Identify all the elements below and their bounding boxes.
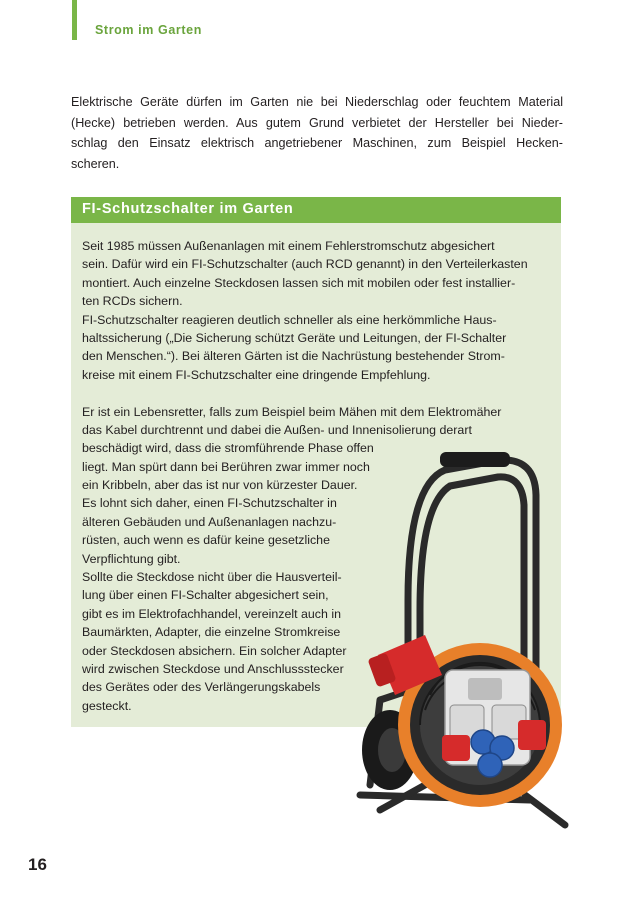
box-line: Er ist ein Lebensretter, falls zum Beispiel beim Mähen mit dem Elektromäher xyxy=(82,404,502,419)
page-number: 16 xyxy=(28,855,47,874)
intro-line: scheren. xyxy=(71,156,120,171)
box-line: ein Kribbeln, aber das ist nur von kürzester Dauer. xyxy=(82,478,358,493)
info-box-title-bar xyxy=(71,197,561,223)
box-line: rüsten, auch wenn es dafür keine gesetzliche xyxy=(82,533,330,548)
box-line: Verpflichtung gibt. xyxy=(82,551,181,566)
box-line: gesteckt. xyxy=(82,698,132,713)
box-line: lung über einen FI-Schalter abgesichert sein, xyxy=(82,588,329,603)
box-line: Es lohnt sich daher, einen FI-Schutzschalter in xyxy=(82,496,337,511)
intro-paragraph xyxy=(71,92,563,174)
running-head: Strom im Garten xyxy=(95,23,202,37)
red-socket-left xyxy=(442,735,470,761)
box-line: älteren Gebäuden und Außenanlagen nachzu- xyxy=(82,514,337,529)
red-socket-right xyxy=(518,720,546,750)
intro-line: schlag den Einsatz elektrisch angetriebener Maschinen, zum Beispiel Hecken- xyxy=(71,136,563,150)
paragraph-gap xyxy=(82,384,542,402)
box-line: liegt. Man spürt dann bei Berühren zwar immer noch xyxy=(82,459,370,474)
header-accent-bar xyxy=(72,0,77,40)
box-line: haltssicherung („Die Sicherung schützt Geräte und Leitungen, der FI-Schalter xyxy=(82,330,507,345)
box-line: sein. Dafür wird ein FI-Schutzschalter (auch RCD genannt) in den Verteilerkasten xyxy=(82,257,528,272)
box-line: kreise mit einem FI-Schutzschalter eine dringende Empfehlung. xyxy=(82,367,431,382)
box-line: Seit 1985 müssen Außenanlagen mit einem Fehlerstromschutz abgesichert xyxy=(82,239,495,253)
box-line: des Gerätes oder des Verlängerungskabels xyxy=(82,680,321,695)
box-line: das Kabel durchtrennt und dabei die Außen- und Innenisolierung derart xyxy=(82,422,472,437)
intro-line: (Hecke) betrieben werden. Aus gutem Grund verbietet der Hersteller bei Nieder- xyxy=(71,115,563,130)
box-line: wird zwischen Steckdose und Anschlussstecker xyxy=(82,661,344,676)
box-line: Sollte die Steckdose nicht über die Hausverteil- xyxy=(82,570,342,585)
info-box-title: FI-Schutzschalter im Garten xyxy=(82,201,294,217)
box-line: ten RCDs sichern. xyxy=(82,294,183,309)
cable-reel-image xyxy=(350,450,580,835)
box-line: gibt es im Elektrofachhandel, vereinzelt auch in xyxy=(82,606,341,621)
box-line: oder Steckdosen absichern. Ein solcher Adapter xyxy=(82,643,347,658)
box-line: FI-Schutzschalter reagieren deutlich schneller als eine herkömmliche Haus- xyxy=(82,312,497,327)
box-line: montiert. Auch einzelne Steckdosen lassen sich mit mobilen oder fest installier- xyxy=(82,275,516,290)
box-line: den Menschen.“). Bei älteren Gärten ist die Nachrüstung bestehender Strom- xyxy=(82,349,505,364)
intro-line: Elektrische Geräte dürfen im Garten nie bei Niederschlag oder feuchtem Material xyxy=(71,95,563,109)
box-line: Baumärkten, Adapter, die einzelne Stromkreise xyxy=(82,625,341,640)
box-line: beschädigt wird, dass die stromführende Phase offen xyxy=(82,441,374,456)
trolley-handle xyxy=(440,452,510,467)
